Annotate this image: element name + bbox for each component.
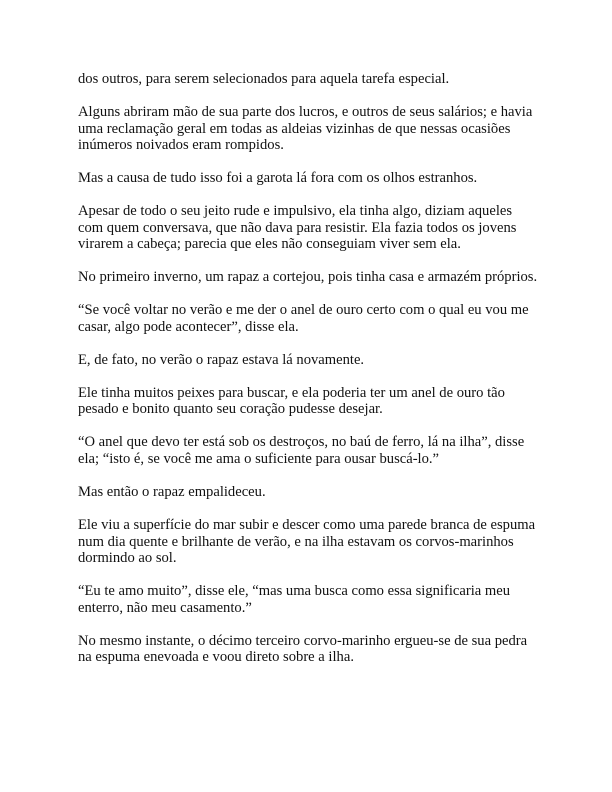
paragraph-4: Apesar de todo o seu jeito rude e impulsivo, ela tinha algo, diziam aqueles com quem conversava, que não dava para resistir. Ela fazia todos os jovens virarem a cabeça; parecia que eles não conseguiam viver sem ela. [78, 203, 517, 253]
paragraph-3: Mas a causa de tudo isso foi a garota lá fora com os olhos estranhos. [78, 170, 478, 187]
paragraph-8: Ele tinha muitos peixes para buscar, e ela poderia ter um anel de ouro tão pesado e bonito quanto seu coração pudesse desejar. [78, 384, 505, 418]
paragraph-5: No primeiro inverno, um rapaz a cortejou, pois tinha casa e armazém próprios. [78, 269, 538, 286]
paragraph-12: “Eu te amo muito”, disse ele, “mas uma busca como essa significaria meu enterro, não meu casamento.” [78, 583, 510, 616]
paragraph-7: E, de fato, no verão o rapaz estava lá novamente. [78, 351, 365, 368]
paragraph-2: Alguns abriram mão de sua parte dos lucros, e outros de seus salários; e havia uma reclamação geral em todas as aldeias vizinhas de que nessas ocasiões inúmeros noivados eram rompidos. [78, 103, 533, 154]
paragraph-9: “O anel que devo ter está sob os destroços, no baú de ferro, lá na ilha”, disse ela; “isto é, se você me ama o suficiente para ousar buscá-lo.” [78, 434, 525, 468]
paragraph-10: Mas então o rapaz empalideceu. [78, 484, 266, 501]
paragraph-13: No mesmo instante, o décimo terceiro corvo-marinho ergueu-se de sua pedra na espuma enevoada e voou direto sobre a ilha. [78, 632, 528, 666]
paragraph-6: “Se você voltar no verão e me der o anel de ouro certo com o qual eu vou me casar, algo pode acontecer”, disse ela. [78, 302, 529, 335]
paragraph-11: Ele viu a superfície do mar subir e descer como uma parede branca de espuma num dia quente e brilhante de verão, e na ilha estavam os corvos-marinhos dormindo ao sol. [78, 517, 536, 567]
document-page [78, 71, 540, 682]
paragraph-1: dos outros, para serem selecionados para aquela tarefa especial. [78, 71, 450, 87]
